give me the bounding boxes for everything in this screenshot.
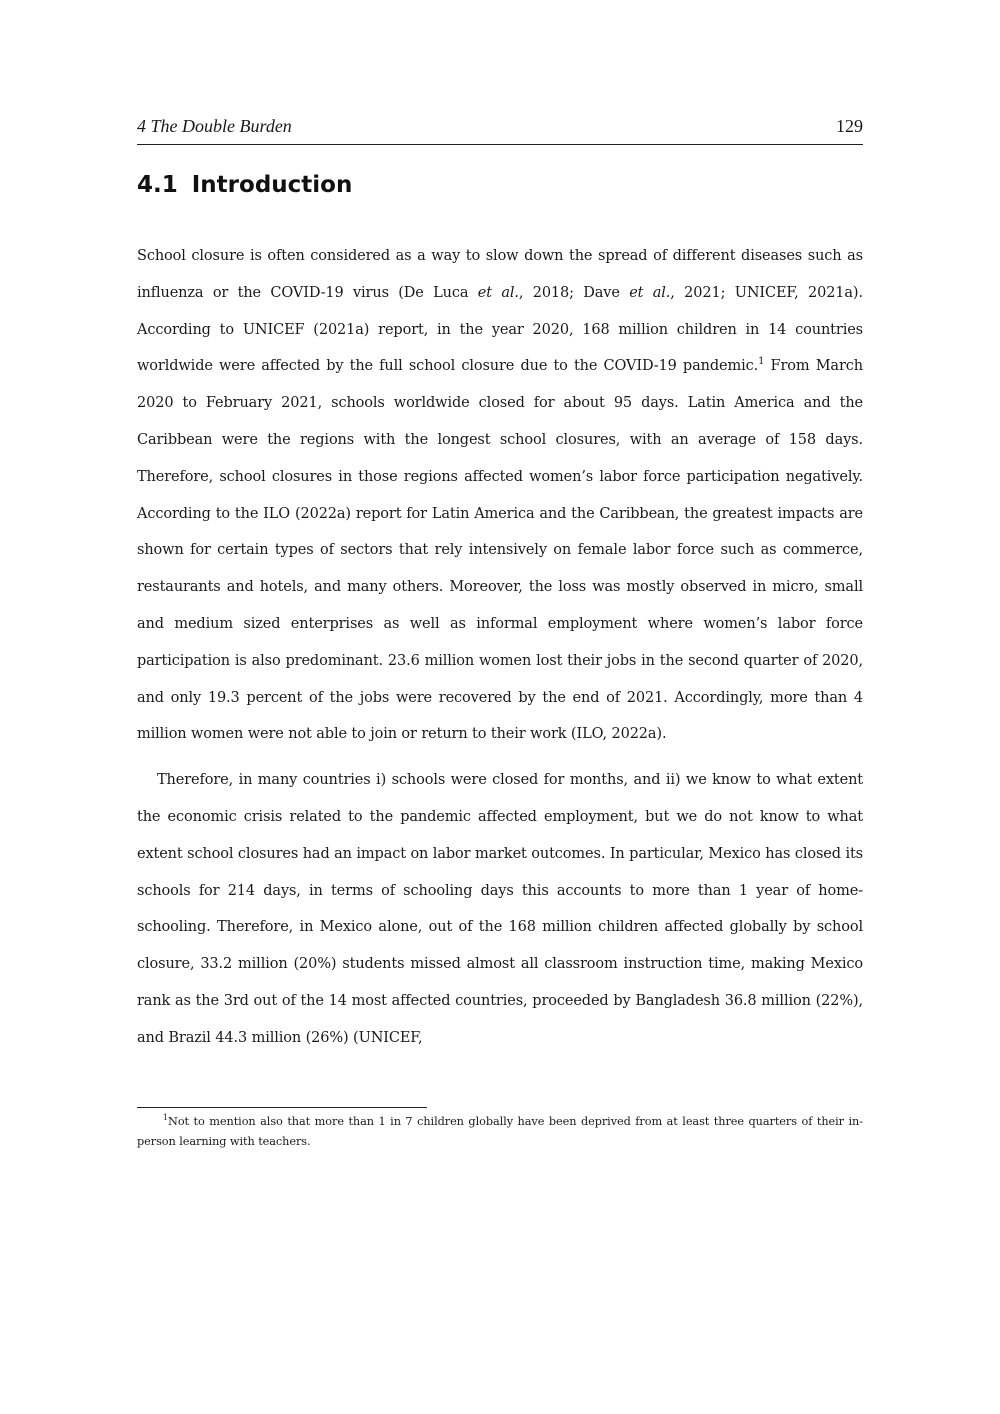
section-title: Introduction [191, 172, 353, 198]
footnote-ref[interactable]: 1 [758, 356, 765, 368]
footnote-mark: 1 [163, 1113, 169, 1122]
p1-etal-1: et al. [477, 284, 519, 301]
p1-text-2: , 2018; Dave [518, 284, 630, 301]
p1-text-1: School closure is often considered as a way to slow down the spread of different diseases such as influenza or the COVID-19 virus (De Luca [137, 248, 863, 301]
footnote [137, 1112, 863, 1151]
chapter-title: 4 The Double Burden [137, 116, 292, 136]
running-head [137, 116, 863, 145]
p1-etal-2: et al. [629, 284, 671, 301]
page-number: 129 [836, 116, 863, 136]
paragraph-1 [137, 238, 863, 753]
p1-text-3: , 2021; UNICEF, 2021a). According to UNICEF (2021a) report, in the year 2020, 168 million children in 14 countries worldwide were affected by the full school closure due to the COVID-19 pandemic. [137, 284, 863, 375]
paragraph-2: Therefore, in many countries i) schools were closed for months, and ii) we know to what extent the economic crisis related to the pandemic affected employment, but we do not know to what extent school closures had an impact on labor market outcomes. In particular, Mexico has closed its schools for 214 days, in terms of schooling days this accounts to more than 1 year of home-schooling. Therefore, in Mexico alone, out of the 168 million children affected globally by school closure, 33.2 million (20%) students missed almost all classroom instruction time, making Mexico rank as the 3rd out of the 14 most affected countries, proceeded by Bangladesh 36.8 million (22%), and Brazil 44.3 million (26%) (UNICEF, [137, 772, 863, 1046]
section-heading [137, 172, 352, 198]
p1-text-4: From March 2020 to February 2021, schools worldwide closed for about 95 days. Latin America and the Caribbean were the regions with the longest school closures, with an average of 158 days. Therefore, school closures in those regions affected women’s labor force participation negatively. According to the ILO (2022a) report for Latin America and the Caribbean, the greatest impacts are shown for certain types of sectors that rely intensively on female labor force such as commerce, restaurants and hotels, and many others. Moreover, the loss was mostly observed in micro, small and medium sized enterprises as well as informal employment where women’s labor force participation is also predominant. 23.6 million women lost their jobs in the second quarter of 2020, and only 19.3 percent of the jobs were recovered by the end of 2021. Accordingly, more than 4 million women were not able to join or return to their work (ILO, 2022a). [137, 358, 863, 743]
footnote-text: Not to mention also that more than 1 in 7 children globally have been deprived from at least three quarters of their in-person learning with teachers. [137, 1115, 863, 1148]
section-number: 4.1 [137, 172, 178, 198]
body-text [137, 238, 863, 1057]
footnote-rule [137, 1107, 427, 1108]
